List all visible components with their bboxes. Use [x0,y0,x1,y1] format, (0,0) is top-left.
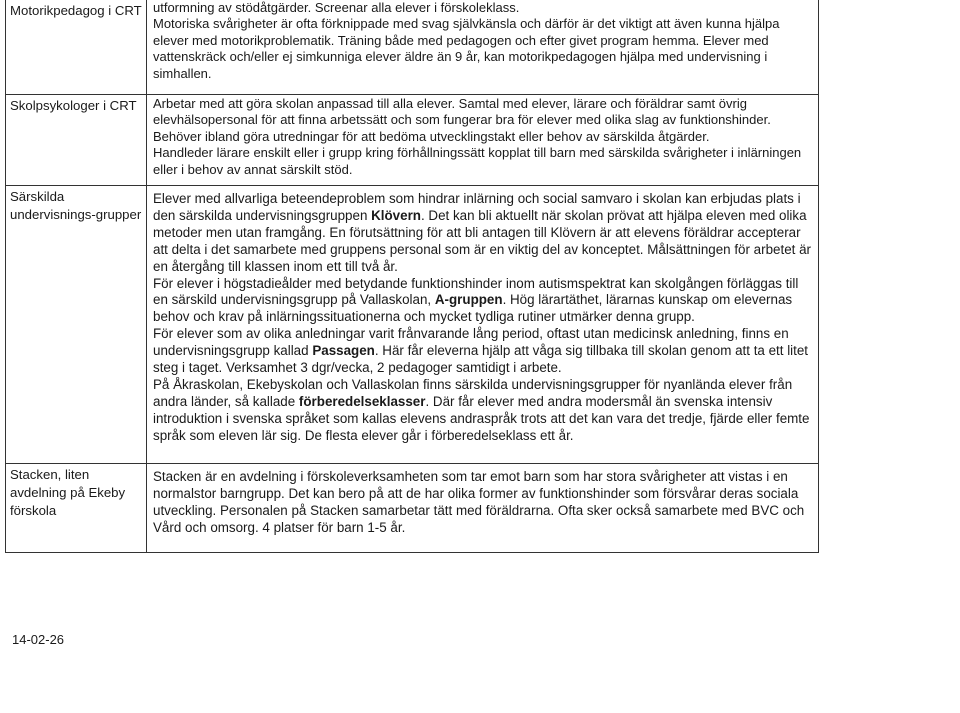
row-content [147,186,819,464]
row-content [147,95,819,186]
info-table [5,0,819,553]
table-row-motorikpedagog [6,0,819,95]
row-label: Stacken, liten avdelning på Ekeby förskola [6,464,147,553]
table-row-stacken [6,464,819,553]
paragraph: Arbetar med att göra skolan anpassad till alla elever. Samtal med elever, lärare och föräldrar samt övrig elevhälsopersonal för att finna arbetssätt och som fungerar bra för elever med olika slag av funktionshinder. [153,96,771,128]
group-name-passagen: Passagen [312,343,375,359]
paragraph: För elever i högstadieålder med betydande funktionshinder inom autismspektrat kan skolgången förläggas till en särskild undervisningsgrupp på Vallaskolan, A-gruppen. Hög lärartäthet, lärarnas kunskap om elevernas behov och krav på inlärningssituationerna och mycket tydliga rutiner utmärker denna grupp. [153,275,799,325]
paragraph: utformning av stödåtgärder. Screenar alla elever i förskoleklass. [153,0,520,15]
paragraph: Behöver ibland göra utredningar för att bedöma utvecklingstakt eller behov av särskilda åtgärder. [153,128,710,144]
row-label: Skolpsykologer i CRT [6,95,147,186]
paragraph: På Åkraskolan, Ekebyskolan och Vallaskolan finns särskilda undervisningsgrupper för nyanlända elever från andra länder, så kallade förberedelseklasser. Där får elever med andra modersmål än svenska intensiv introduktion i svenska språket som kallas elevens andraspråk trots att det kan vara det tredje, fjärde eller femte språk som eleven lär sig. De flesta elever går i förberedelseklass ett år. [153,376,810,443]
group-name-klovern: Klövern [371,207,421,223]
paragraph: Stacken är en avdelning i förskoleverksamheten som tar emot barn som har stora svårigheter att vistas i en normalstor barngrupp. Det kan bero på att de har olika former av funktionshinder som försvårar deras sociala utveckling. Personalen på Stacken samarbetar tätt med föräldrarna. Ofta sker också samarbete med BVC och Vård och omsorg. 4 platser för barn 1-5 år. [153,469,805,535]
paragraph: Handleder lärare enskilt eller i grupp kring förhållningssätt kopplat till barn med särskilda svårigheter i inlärningen eller i behov av annat särskilt stöd. [153,145,802,177]
row-label: Särskilda undervisnings-grupper [6,186,147,464]
paragraph: För elever som av olika anledningar varit frånvarande lång period, oftast utan medicinsk anledning, finns en undervisningsgrupp kallad Passagen. Här får eleverna hjälp att våga sig tillbaka till skolan genom att ta ett litet steg i taget. Verksamhet 3 dgr/vecka, 2 pedagoger samtidigt i arbete. [153,326,809,376]
row-content [147,464,819,553]
paragraph: Elever med allvarliga beteendeproblem som hindrar inlärning och social samvaro i skolan kan erbjudas plats i den särskilda undervisningsgruppen Klövern. Det kan bli aktuellt när skolan prövat att hjälpa eleven med olika metoder men utan framgång. En förutsättning för att bli antagen till Klövern är att elevens föräldrar accepterar att delta i det samarbete med gruppens personal som är en viktig del av konceptet. Målsättningen för arbetet är en återgång till klassen inom ett till två år. [153,191,811,274]
paragraph: Motoriska svårigheter är ofta förknippade med svag självkänsla och därför är det viktigt att även kunna hjälpa elever med motorikproblematik. Träning både med pedagogen och efter givet program hemma. Elever med vattenskräck och/eller ej simkunniga elever äldre än 9 år, kan motorikpedagogen hjälpa med undervisning i simhallen. [153,16,780,81]
group-name-forberedelseklasser: förberedelseklasser [298,393,426,409]
row-content [147,0,819,95]
table-row-sarskilda-grupper [6,186,819,464]
table-row-skolpsykologer [6,95,819,186]
group-name-a-gruppen: A-gruppen [434,292,503,308]
footer-date: 14-02-26 [12,632,65,647]
row-label: Motorikpedagog i CRT [6,0,147,95]
